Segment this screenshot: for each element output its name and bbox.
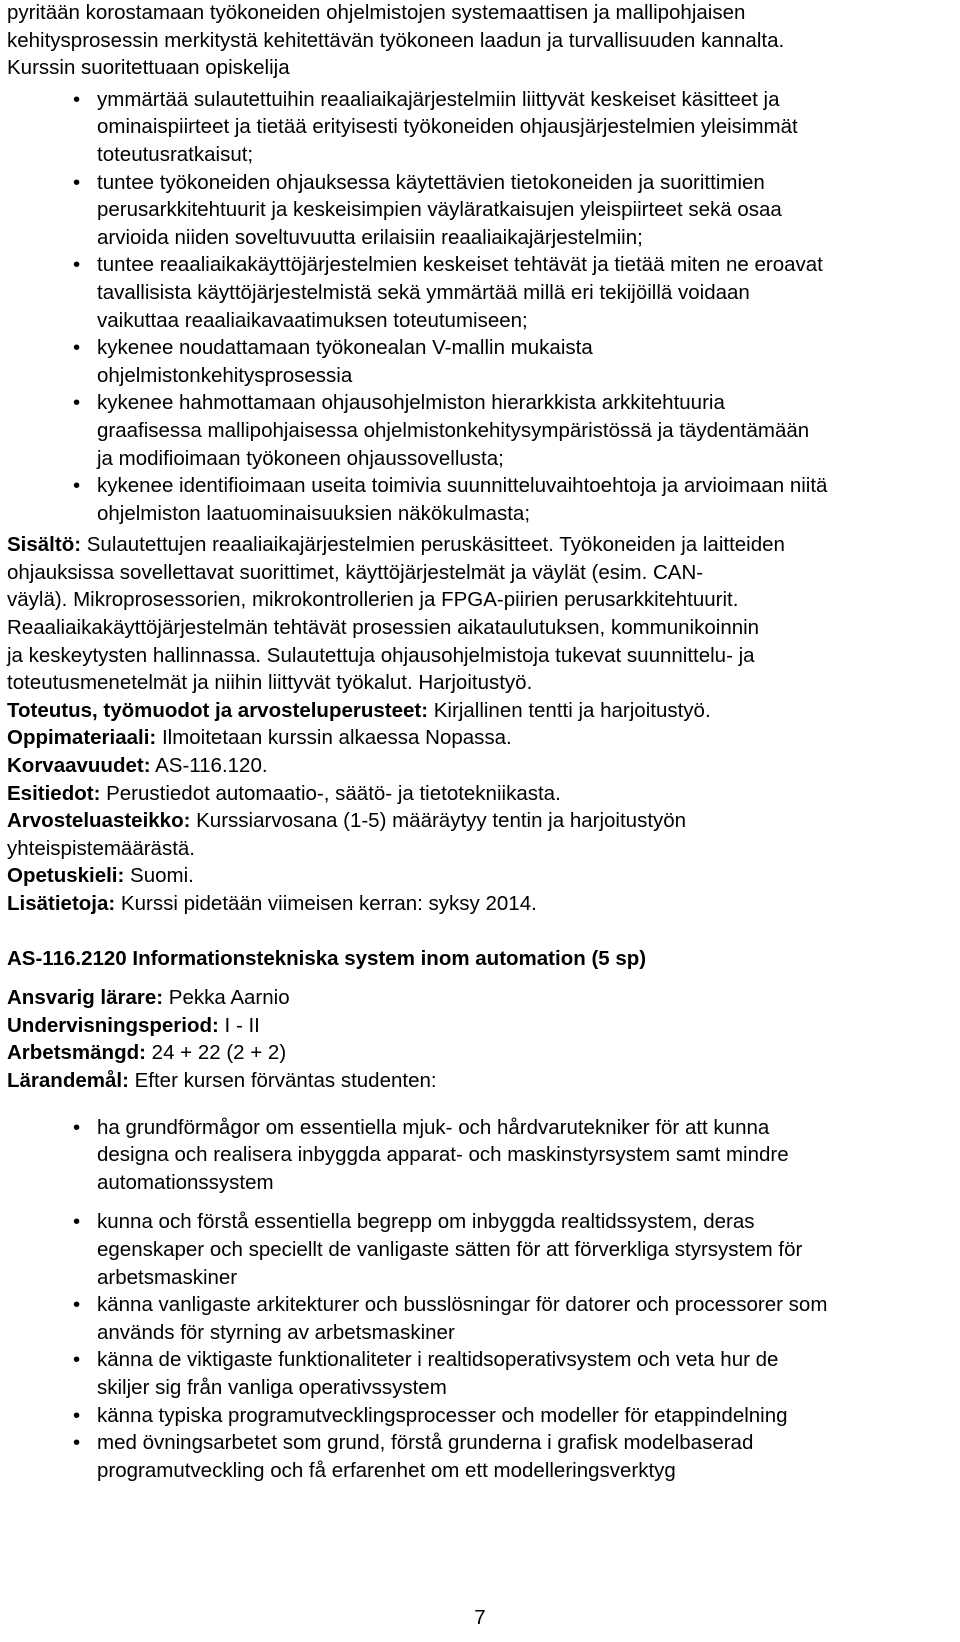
list-item	[97, 1429, 953, 1484]
list-item-line: • kykenee identifioimaan useita toimivia suunnitteluvaihtoehtoja ja arvioimaan niitä	[97, 474, 828, 498]
list-item	[97, 334, 953, 389]
content-line: väylä). Mikroprosessorien, mikrokontrollerien ja FPGA-piirien perusarkkitehtuurit.	[7, 588, 739, 612]
list-item-line: • kykenee noudattamaan työkonealan V-mallin mukaista	[97, 336, 593, 360]
list-item	[97, 1208, 953, 1291]
field-label: Undervisningsperiod:	[7, 1013, 219, 1037]
field-value: Efter kursen förväntas studenten:	[128, 1068, 437, 1092]
list-item-line: • känna vanligaste arkitekturer och busslösningar för datorer och processorer som	[97, 1293, 828, 1317]
content-line: ja keskeytysten hallinnassa. Sulautettuja ohjausohjelmistoja tukevat suunnittelu- ja	[7, 643, 755, 667]
list-item-line: tavallisista käyttöjärjestelmistä sekä ymmärtää millä eri tekijöillä voidaan	[97, 280, 750, 304]
list-item-line: • känna de viktigaste funktionaliteter i realtidsoperativsystem och veta hur de	[97, 1348, 779, 1372]
list-item-line: • ymmärtää sulautettuihin reaaliaikajärjestelmiin liittyvät keskeiset käsitteet ja	[97, 87, 780, 111]
field-value: Pekka Aarnio	[163, 986, 290, 1010]
list-item-line: egenskaper och speciellt de vanligaste sätten för att förverkliga styrsystem för	[97, 1237, 803, 1261]
field-label: Esitiedot:	[7, 781, 101, 805]
course-heading: AS-116.2120 Informationstekniska system inom automation (5 sp)	[7, 946, 647, 970]
outcomes-list-fi	[7, 86, 953, 528]
list-item	[97, 1346, 953, 1401]
field-label: Toteutus, työmuodot ja arvosteluperusteet:	[7, 698, 429, 722]
field-label: Ansvarig lärare:	[7, 986, 164, 1010]
field-grading-cont: yhteispistemäärästä.	[7, 836, 196, 860]
content-line: ohjauksissa sovellettavat suorittimet, käyttöjärjestelmät ja väylät (esim. CAN-	[7, 560, 704, 584]
list-item-line: • ha grundförmågor om essentiella mjuk- och hårdvarutekniker för att kunna	[97, 1115, 770, 1139]
field-additional-info	[7, 890, 953, 918]
field-value: Suomi.	[124, 864, 194, 888]
field-implementation	[7, 697, 953, 725]
list-item	[97, 1402, 953, 1430]
page-number: 7	[474, 1606, 486, 1629]
list-item	[97, 86, 953, 169]
list-item-line: ominaispiirteet ja tietää erityisesti työkoneiden ohjausjärjestelmien yleisimmät	[97, 115, 798, 139]
content-line: Sulautettujen reaaliaikajärjestelmien peruskäsitteet. Työkoneiden ja laitteiden	[81, 533, 785, 557]
content-line: Reaaliaikakäyttöjärjestelmän tehtävät prosessien aikataulutuksen, kommunikoinnin	[7, 616, 760, 640]
field-value: Kirjallinen tentti ja harjoitustyö.	[428, 698, 711, 722]
intro-line: pyritään korostamaan työkoneiden ohjelmistojen systemaattisen ja mallipohjaisen	[7, 1, 746, 24]
field-label: Opetuskieli:	[7, 864, 125, 888]
field-label: Lärandemål:	[7, 1068, 129, 1092]
course-fields-sv	[7, 984, 953, 1094]
list-item-line: arbetsmaskiner	[97, 1265, 238, 1289]
list-item-line: • känna typiska programutvecklingsprocesser och modeller för etappindelning	[97, 1403, 788, 1427]
list-item	[97, 169, 953, 252]
list-item-line: vaikuttaa reaaliaikavaatimuksen toteutumiseen;	[97, 308, 528, 332]
intro-line: kehitysprosessin merkitystä kehitettävän työkoneen laadun ja turvallisuuden kannalta.	[7, 28, 785, 52]
document-page	[7, 0, 953, 1484]
field-value: AS-116.120.	[150, 754, 268, 778]
list-item-line: designa och realisera inbyggda apparat- och maskinstyrsystem samt mindre	[97, 1143, 789, 1167]
list-item-line: perusarkkitehtuurit ja keskeisimpien väyläratkaisujen yleispiirteet sekä osaa	[97, 198, 782, 222]
list-item-line: graafisessa mallipohjaisessa ohjelmistonkehitysympäristössä ja täydentämään	[97, 418, 810, 442]
list-item-line: automationssystem	[97, 1170, 274, 1194]
field-teacher	[7, 984, 953, 1012]
field-value: Perustiedot automaatio-, säätö- ja tietotekniikasta.	[100, 781, 561, 805]
field-label: Arvosteluasteikko:	[7, 809, 191, 833]
field-label: Arbetsmängd:	[7, 1041, 146, 1065]
list-item	[97, 1291, 953, 1346]
field-learning-goals	[7, 1067, 953, 1095]
intro	[7, 0, 953, 82]
list-item-line: programutveckling och få erfarenhet om ett modelleringsverktyg	[97, 1458, 676, 1482]
list-item-line: • kykenee hahmottamaan ohjausohjelmiston hierarkkista arkkitehtuuria	[97, 391, 725, 415]
content-section	[7, 531, 953, 697]
list-item-line: • tuntee reaaliaikakäyttöjärjestelmien keskeiset tehtävät ja tietää miten ne eroavat	[97, 253, 823, 277]
outcomes-list-sv	[7, 1114, 953, 1485]
content-line: toteutusmenetelmät ja niihin liittyvät työkalut. Harjoitustyö.	[7, 671, 533, 695]
field-value: Kurssi pidetään viimeisen kerran: syksy 2014.	[115, 892, 537, 915]
field-period	[7, 1012, 953, 1040]
field-value: 24 + 22 (2 + 2)	[145, 1041, 287, 1065]
list-item	[97, 1114, 953, 1197]
field-value: Kurssiarvosana (1-5) määräytyy tentin ja harjoitustyön	[190, 809, 687, 833]
field-label: Korvaavuudet:	[7, 754, 151, 778]
list-item-line: ja modifioimaan työkoneen ohjaussovellusta;	[97, 446, 504, 470]
list-item-line: • tuntee työkoneiden ohjauksessa käytettävien tietokoneiden ja suorittimien	[97, 170, 765, 194]
field-label: Oppimateriaali:	[7, 726, 157, 750]
list-item-line: skiljer sig från vanliga operativssystem	[97, 1375, 447, 1399]
list-item-line: toteutusratkaisut;	[97, 142, 254, 166]
field-prerequisites	[7, 780, 953, 808]
field-substitutes	[7, 752, 953, 780]
list-item-line: arvioida niiden soveltuvuutta erilaisiin reaaliaikajärjestelmiin;	[97, 225, 643, 249]
content-label: Sisältö:	[7, 533, 82, 557]
field-value: I - II	[218, 1013, 260, 1037]
field-workload	[7, 1039, 953, 1067]
list-item-line: • med övningsarbetet som grund, förstå grunderna i grafisk modelbaserad	[97, 1431, 754, 1455]
field-value: Ilmoitetaan kurssin alkaessa Nopassa.	[156, 726, 512, 750]
field-material	[7, 724, 953, 752]
list-item	[97, 251, 953, 334]
course-fields-fi	[7, 697, 953, 918]
list-item	[97, 472, 953, 527]
field-grading	[7, 807, 953, 835]
list-item-line: används för styrning av arbetsmaskiner	[97, 1320, 455, 1344]
list-item-line: ohjelmiston laatuominaisuuksien näkökulmasta;	[97, 501, 531, 525]
list-item	[97, 389, 953, 472]
list-item-line: • kunna och förstå essentiella begrepp om inbyggda realtidssystem, deras	[97, 1210, 755, 1234]
intro-line: Kurssin suoritettuaan opiskelija	[7, 56, 290, 80]
list-item-line: ohjelmistonkehitysprosessia	[97, 363, 353, 387]
field-label: Lisätietoja:	[7, 892, 116, 915]
field-language	[7, 862, 953, 890]
